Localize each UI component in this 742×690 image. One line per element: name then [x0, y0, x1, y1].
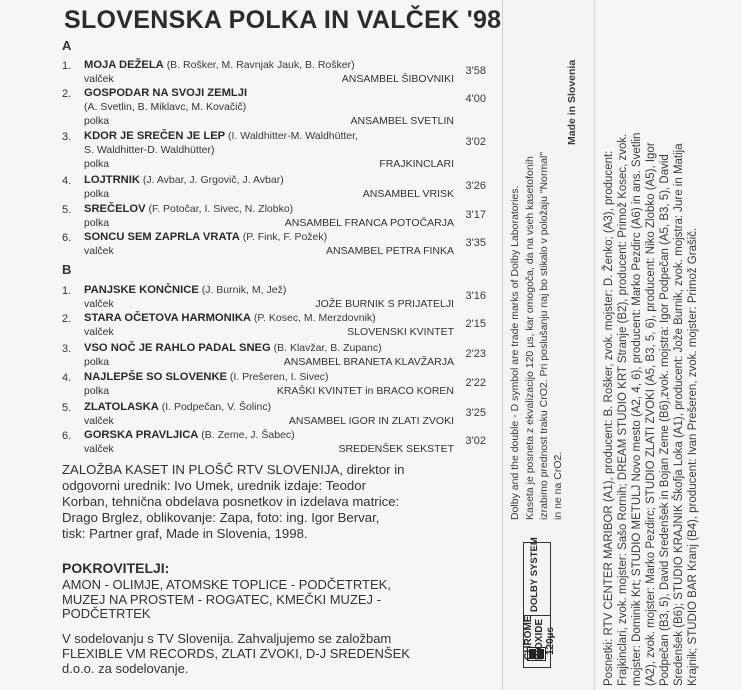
track-title: KDOR JE SREČEN JE LEP: [84, 130, 226, 142]
track-heading: [84, 231, 327, 243]
track-duration: 3'02: [465, 136, 486, 148]
track-heading: [84, 174, 284, 186]
track-title: ZLATOLASKA: [84, 401, 159, 413]
track-heading: [84, 342, 382, 354]
sponsors-heading: POKROVITELJI:: [62, 560, 170, 576]
side-a-label: A: [62, 38, 72, 53]
track-authors-continued: S. Waldhitter-D. Waldhütter): [84, 144, 215, 156]
track-genre: valček: [84, 298, 114, 310]
track-genre: polka: [84, 115, 110, 127]
track-title: VSO NOČ JE RAHLO PADAL SNEG: [84, 342, 271, 354]
track-authors: (B. Klavžar, B. Zupanc): [273, 342, 382, 354]
track-authors: (P. Fink, F. Požek): [242, 231, 328, 243]
side-b-label: B: [62, 262, 72, 277]
track-heading: [84, 401, 271, 413]
eq-label: 120µs: [545, 626, 556, 655]
track-authors: (I. Prešeren, I. Sivec): [229, 371, 329, 383]
track-title: LOJTRNIK: [84, 174, 140, 186]
track-artist: ANSAMBEL PETRA FINKA: [326, 245, 454, 257]
sponsors-line: PODČETRTEK: [62, 606, 151, 621]
track-authors: (F. Potočar, I. Sivec, N. Zlobko): [148, 203, 294, 215]
track-title: STARA OČETOVA HARMONIKA: [84, 312, 251, 324]
track-genre: polka: [84, 188, 110, 200]
track-artist: FRAJKINCLARI: [379, 158, 454, 170]
recording-line: (A2), zvok. mojster: Marko Pezdirc; STUDIO ZLATI ZVOKI (A5, B3, 5, 6), producent: Niko Zlobko (A5), Igor: [645, 142, 657, 686]
track-authors: (P. Kosec, M. Merzdovnik): [253, 312, 376, 324]
track-authors-continued: (A. Svetlin, B. Miklavc, M. Kovačič): [84, 101, 247, 113]
dioxide-label: DIOXIDE: [534, 618, 545, 660]
track-duration: 4'00: [465, 93, 486, 105]
sponsors-list: [62, 578, 502, 622]
credits-line: ZALOŽBA KASET IN PLOŠČ RTV SLOVENIJA, direktor in: [62, 462, 405, 477]
credits-line: Drago Brglez, oblikovanje: Zapa, foto: ing. Igor Bervar,: [62, 510, 380, 525]
recording-line: Podpečan (B3, 5), David Sredenšek in Bojan Zeme (B6),zvok. mojstra: Igor Podpečan (A5, B3, 5), David: [659, 154, 671, 686]
track-number: 5.: [62, 204, 72, 216]
sponsors-line: AMON - OLIMJE, ATOMSKE TOPLICE - PODČETRTEK,: [62, 577, 391, 592]
track-duration: 3'58: [465, 65, 486, 77]
track-duration: 2'15: [465, 318, 486, 330]
track-number: 5.: [62, 402, 72, 414]
recording-line: Frajkinclari, zvok. mojster: Sašo Rornih; DREAM STUDIO KRT Stranje (B2), producent: Primož Kosec, zvok.: [617, 133, 629, 686]
track-heading: [84, 284, 286, 296]
track-genre: polka: [84, 217, 110, 229]
track-artist: ANSAMBEL ŠIBOVNIKI: [341, 73, 454, 85]
track-artist: ANSAMBEL BRANETA KLAVŽARJA: [283, 356, 454, 368]
track-authors: (B. Rošker, M. Ravnjak Jauk, B. Rošker): [166, 59, 355, 71]
track-genre: polka: [84, 158, 110, 170]
track-number: 1.: [62, 285, 72, 297]
track-number: 2.: [62, 313, 72, 325]
track-genre: valček: [84, 443, 114, 455]
track-heading: [84, 429, 295, 441]
track-artist: KRAŠKI KVINTET in BRACO KOREN: [276, 385, 454, 397]
track-artist: ANSAMBEL VRISK: [362, 188, 454, 200]
track-authors: (I. Podpečan, V. Šolinc): [161, 401, 272, 413]
track-duration: 2'23: [465, 348, 486, 360]
track-number: 6.: [62, 232, 72, 244]
equalization-text-1: Kaseta je posneta z ekvalizacijo 120 µs, kar omogoča, da na vseh kasetofonih: [524, 156, 536, 520]
recording-line: Krajnik; STUDIO BAR Kranj (B4), producent: Ivan Prešeren, zvok. mojster: Primož Grašič.: [687, 227, 699, 686]
track-authors: (J. Burnik, M, Jež): [201, 284, 287, 296]
equalization-text-2: izrabimo prednost traku CrO2. Pri poslušanju naj bo stikalo v položaju "Normal": [538, 151, 550, 520]
track-number: 3.: [62, 131, 72, 143]
track-title: NAJLEPŠE SO SLOVENKE: [84, 371, 227, 383]
track-heading: [84, 59, 355, 71]
track-heading: [84, 312, 376, 324]
track-heading: [84, 87, 247, 99]
track-heading: [84, 203, 293, 215]
track-genre: valček: [84, 73, 114, 85]
dolby-trademark-text: Dolby and the double - D symbol are trade marks of Dolby Laboratories.: [509, 185, 521, 520]
track-heading: [84, 130, 358, 142]
recording-line: mojster: Dominik Krt; STUDIO METULJ Novo mesto (A2, 4, 6), producent: Marko Pezdirc (A6) in ans. Svetlin: [631, 132, 643, 686]
track-number: 4.: [62, 372, 72, 384]
track-artist: ANSAMBEL SVETLIN: [350, 115, 454, 127]
chrome-label: CHROME: [523, 615, 534, 660]
track-artist: ANSAMBEL FRANCA POTOČARJA: [284, 217, 454, 229]
track-genre: valček: [84, 326, 114, 338]
track-number: 3.: [62, 343, 72, 355]
track-heading: [84, 371, 329, 383]
credits-line: tisk: Partner graf, Made in Slovenia, 1998.: [62, 526, 308, 541]
recording-line: Posnetki: RTV CENTER MARIBOR (A1), producent: B. Rošker, zvok. mojster: D. Ženko; (A3), producent:: [603, 150, 615, 686]
made-in-slovenia: Made in Slovenia: [566, 59, 578, 145]
track-title: MOJA DEŽELA: [84, 59, 164, 71]
track-number: 4.: [62, 175, 72, 187]
credits-line: Korban, tehnična obdelava posnetkov in izdelava matrice:: [62, 494, 400, 509]
equalization-text-3: in ne na CrO2.: [552, 451, 564, 520]
cooperation-note: [62, 631, 502, 676]
track-number: 1.: [62, 60, 72, 72]
track-title: SONCU SEM ZAPRLA VRATA: [84, 231, 240, 243]
track-genre: valček: [84, 415, 114, 427]
track-authors: (B. Zeme, J. Šabec): [201, 429, 295, 441]
track-duration: 3'16: [465, 290, 486, 302]
track-duration: 3'26: [465, 180, 486, 192]
credits-line: odgovorni urednik: Ivo Umek, urednik izdaje: Teodor: [62, 478, 366, 493]
album-title: SLOVENSKA POLKA IN VALČEK '98: [64, 6, 502, 34]
track-authors: (I. Waldhitter-M. Waldhütter,: [228, 130, 358, 142]
track-title: SREČELOV: [84, 203, 146, 215]
cooperation-line: d.o.o. za sodelovanje.: [62, 661, 189, 676]
track-authors: (J. Avbar, J. Grgovič, J. Avbar): [142, 174, 284, 186]
track-duration: 3'17: [465, 209, 486, 221]
track-duration: 3'25: [465, 407, 486, 419]
sponsors-line: MUZEJ NA PROSTEM - ROGATEC, KMEČKI MUZEJ -: [62, 591, 381, 607]
track-genre: valček: [84, 245, 114, 257]
cooperation-line: V sodelovanju s TV Slovenija. Zahvaljujemo se založbam: [62, 631, 392, 646]
track-artist: JOŽE BURNIK S PRIJATELJI: [315, 298, 454, 310]
track-title: PANJSKE KONČNICE: [84, 284, 199, 296]
track-duration: 3'35: [465, 237, 486, 249]
track-artist: SREDENŠEK SEKSTET: [338, 443, 454, 455]
cooperation-line: FLEXIBLE VM RECORDS, ZLATI ZVOKI, D-J SREDENŠEK: [62, 646, 410, 661]
track-number: 6.: [62, 430, 72, 442]
dolby-system-label: DOLBY SYSTEM: [529, 537, 540, 612]
track-title: GORSKA PRAVLJICA: [84, 429, 199, 441]
track-duration: 3'02: [465, 435, 486, 447]
track-duration: 2'22: [465, 377, 486, 389]
track-title: GOSPODAR NA SVOJI ZEMLJI: [84, 87, 248, 99]
track-genre: polka: [84, 356, 110, 368]
publisher-credits: [62, 462, 502, 542]
recording-line: Sredenšek (B6); STUDIO KRAJNIK Škofja Loka (A1), producent: Jože Burnik, zvok. mojstra: Jure in Matija: [673, 143, 685, 686]
track-artist: ANSAMBEL IGOR IN ZLATI ZVOKI: [288, 415, 454, 427]
track-artist: SLOVENSKI KVINTET: [347, 326, 454, 338]
track-number: 2.: [62, 88, 72, 100]
track-genre: polka: [84, 385, 110, 397]
